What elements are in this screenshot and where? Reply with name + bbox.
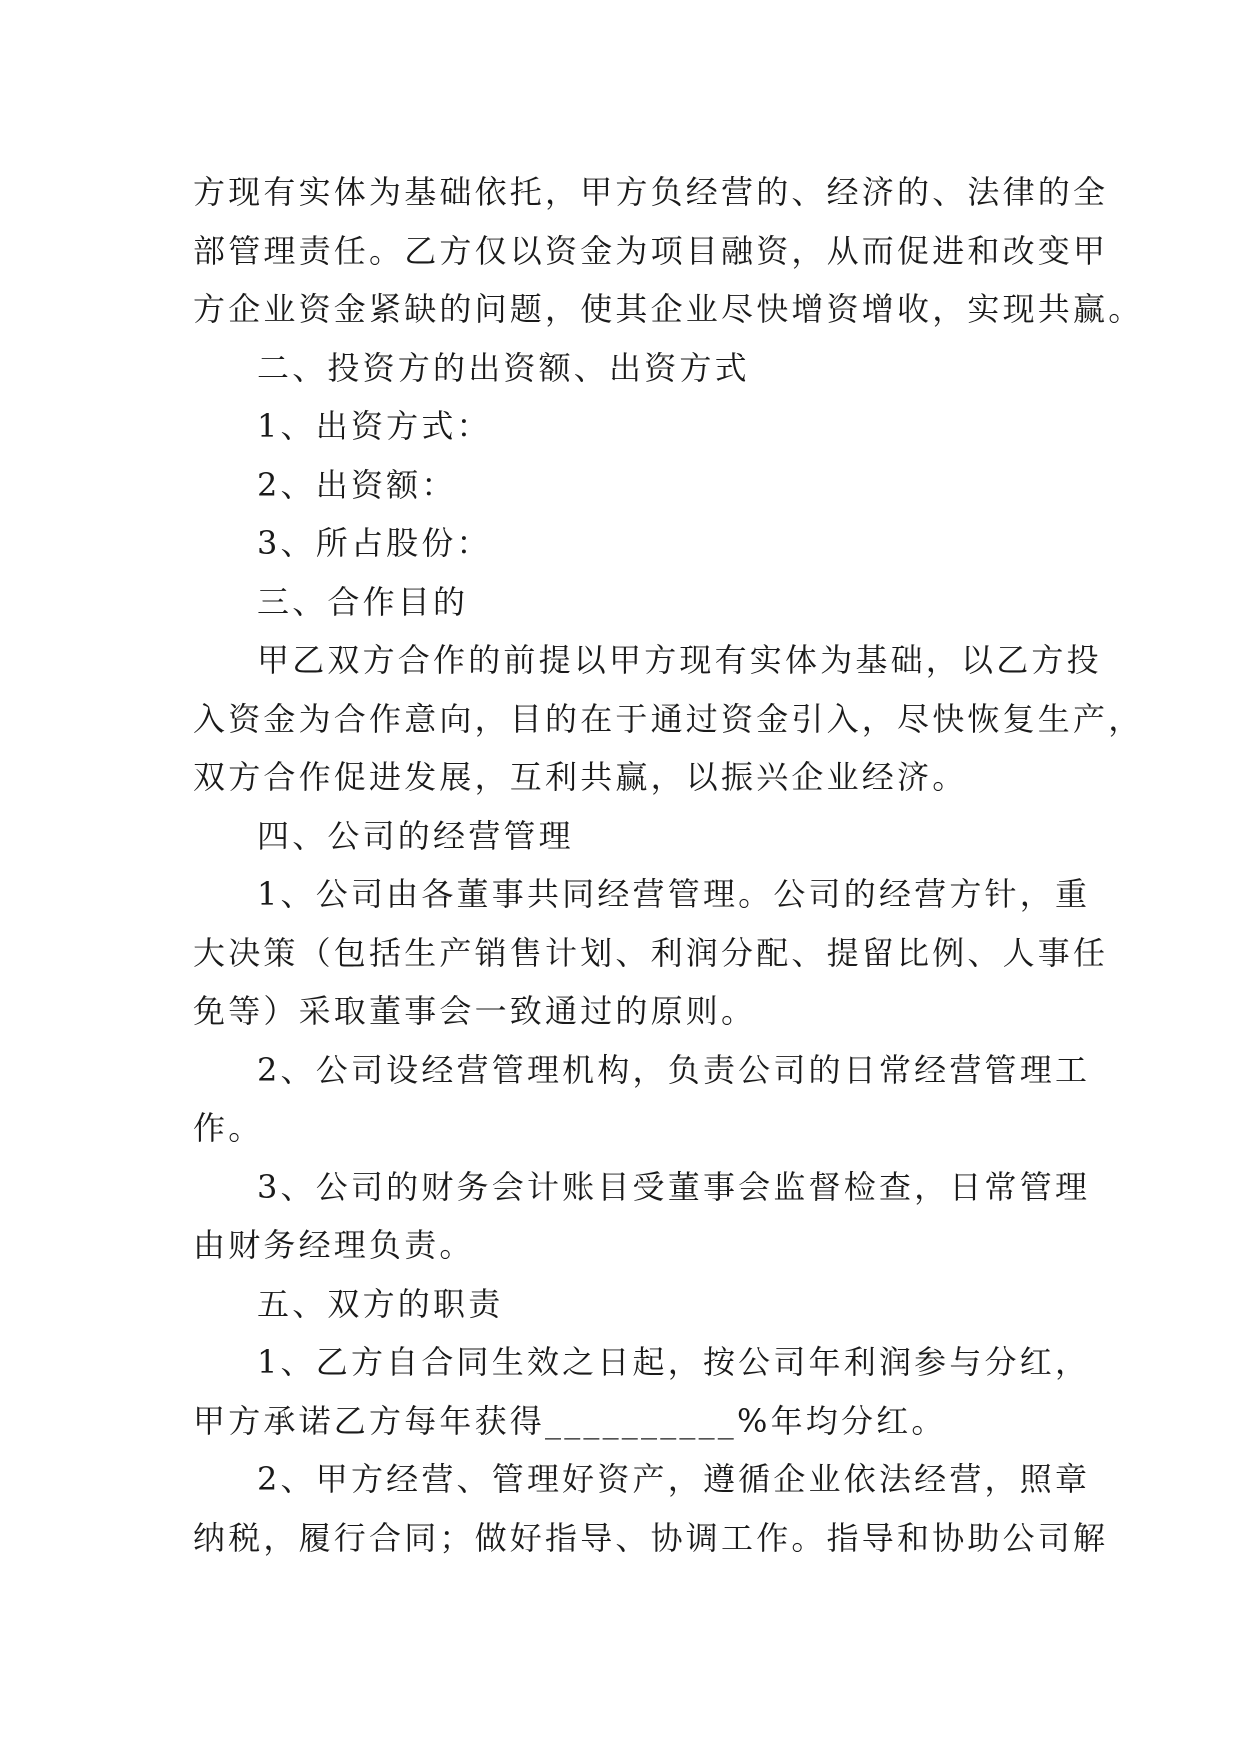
section-heading: 三、合作目的 (257, 582, 469, 621)
text-line: 纳税，履行合同；做好指导、协调工作。指导和协助公司解 (193, 1518, 1109, 1557)
text-line: 部管理责任。乙方仅以资金为项目融资，从而促进和改变甲 (193, 231, 1109, 270)
text-line: 甲方承诺乙方每年获得__________%年均分红。 (193, 1401, 947, 1440)
section-heading: 五、双方的职责 (257, 1284, 504, 1323)
text-line: 甲乙双方合作的前提以甲方现有实体为基础，以乙方投 (257, 641, 1102, 679)
list-item: 2、甲方经营、管理好资产，遵循企业依法经营，照章 (257, 1460, 1091, 1498)
text-line: 入资金为合作意向，目的在于通过资金引入，尽快恢复生产， (193, 699, 1144, 738)
list-item: 1、出资方式： (257, 407, 492, 445)
list-item: 2、公司设经营管理机构，负责公司的日常经营管理工 (257, 1050, 1091, 1089)
text-line: 双方合作促进发展，互利共赢，以振兴企业经济。 (193, 758, 968, 796)
list-item: 2、出资额： (257, 465, 457, 504)
list-item: 3、公司的财务会计账目受董事会监督检查，日常管理 (257, 1167, 1091, 1206)
text-line: 大决策（包括生产销售计划、利润分配、提留比例、人事任 (193, 933, 1109, 972)
list-item: 3、所占股份： (257, 524, 492, 562)
list-item: 1、乙方自合同生效之日起，按公司年利润参与分红， (257, 1343, 1091, 1381)
list-item: 1、公司由各董事共同经营管理。公司的经营方针，重 (257, 875, 1091, 913)
text-line: 由财务经理负责。 (193, 1226, 475, 1264)
text-line: 方企业资金紧缺的问题，使其企业尽快增资增收，实现共赢。 (193, 290, 1144, 328)
text-line: 免等）采取董事会一致通过的原则。 (193, 992, 757, 1030)
section-heading: 四、公司的经营管理 (257, 816, 574, 855)
text-line: 方现有实体为基础依托，甲方负经营的、经济的、法律的全 (193, 173, 1109, 211)
text-line: 作。 (193, 1109, 264, 1147)
document-body (193, 163, 1144, 1567)
section-heading: 二、投资方的出资额、出资方式 (257, 348, 750, 387)
